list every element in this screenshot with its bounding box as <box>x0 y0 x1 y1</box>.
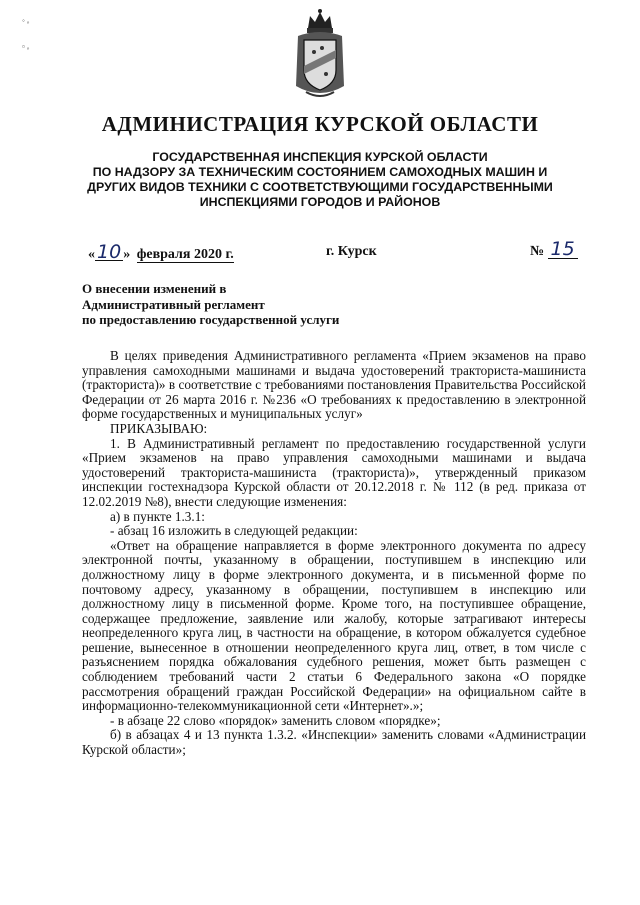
date-quote-open: « <box>88 247 95 262</box>
date-quote-close: » <box>123 247 131 262</box>
date-day-handwritten: 10 <box>97 241 122 263</box>
item-1-paragraph: 1. В Административный регламент по предоставлению государственной услуги «Прием экзаменов на право управления самоходными машинами и выдача удостоверений тракториста-машиниста (тракториста)», утвержденный приказом инспекции гостехнадзора Курской области от 20.12.2018 г. № 112 (в ред. приказа от 12.02.2019 №8), внести следующие изменения: <box>82 435 586 509</box>
order-number <box>530 240 578 260</box>
order-keyword: ПРИКАЗЫВАЮ: <box>110 420 208 436</box>
coat-of-arms-icon <box>292 8 348 100</box>
subject-line: по предоставлению государственной услуги <box>82 312 340 327</box>
number-sign: № <box>530 244 545 259</box>
inspection-line: ИНСПЕКЦИЯМИ ГОРОДОВ И РАЙОНОВ <box>199 195 441 209</box>
sub-item-a: а) в пункте 1.3.1: <box>110 508 205 524</box>
order-body <box>82 349 586 758</box>
amendment-instruction: - абзац 16 изложить в следующей редакции: <box>110 523 358 539</box>
inspection-line: ПО НАДЗОРУ ЗА ТЕХНИЧЕСКИМ СОСТОЯНИЕМ САМОХОДНЫХ МАШИН И <box>92 165 548 179</box>
inspection-name <box>60 150 580 210</box>
order-subject <box>82 281 442 328</box>
inspection-line: ГОСУДАРСТВЕННАЯ ИНСПЕКЦИЯ КУРСКОЙ ОБЛАСТИ <box>152 150 488 164</box>
preamble-paragraph: В целях приведения Административного регламента «Прием экзаменов на право управления самоходными машинами и выдача удостоверений тракториста-машиниста (тракториста)» в соответствие с требованиями постановления Правительства Российской Федерации от 26 марта 2016 г. №236 «О требованиях к предоставлению в электронной форме государственных и муниципальных услуг» <box>82 348 586 422</box>
organization-title: АДМИНИСТРАЦИЯ КУРСКОЙ ОБЛАСТИ <box>101 112 539 136</box>
inspection-line: ДРУГИХ ВИДОВ ТЕХНИКИ С СООТВЕТСТВУЮЩИМИ ГОСУДАРСТВЕННЫМИ <box>87 180 553 194</box>
amendment-text: «Ответ на обращение направляется в форме электронного документа по адресу электронной почты, указанному в обращении, поступившем в инспекцию или должностному лицу в форме электронного документа, и в письменной форме по почтовому адресу, указанному в обращении, поступившем в инспекцию или должностному лицу в письменной форме. Кроме того, на поступившее обращение, содержащее предложение, заявление или жалобу, которые затрагивают интересы неопределенного круга лиц, в частности на обращение, в котором обжалуется судебное решение, вынесенное в отношении неопределенного круга лиц, ответ, в том числе с разъяснением порядка обжалования судебного решения, может быть размещен с соблюдением требований части 2 статьи 6 Федерального закона «О порядке рассмотрения обращений граждан Российской Федерации» на официальном сайте в информационно-телекоммуникационной сети «Интернет».»; <box>82 537 586 714</box>
date-month-year: февраля 2020 г. <box>136 247 234 262</box>
sub-item-b: б) в абзацах 4 и 13 пункта 1.3.2. «Инспекции» заменить словами «Администрации Курской области»; <box>82 727 586 758</box>
scan-marks: ◦ ₒ ▫ ₒ <box>22 16 30 51</box>
amendment-instruction: - в абзаце 22 слово «порядок» заменить словом «порядке»; <box>110 712 441 728</box>
order-number-handwritten: 15 <box>548 240 578 259</box>
order-dateline <box>0 240 640 264</box>
order-date <box>88 241 234 263</box>
order-city: г. Курск <box>326 244 377 259</box>
subject-line: Административный регламент <box>82 296 265 312</box>
subject-line: О внесении изменений в <box>82 281 227 296</box>
